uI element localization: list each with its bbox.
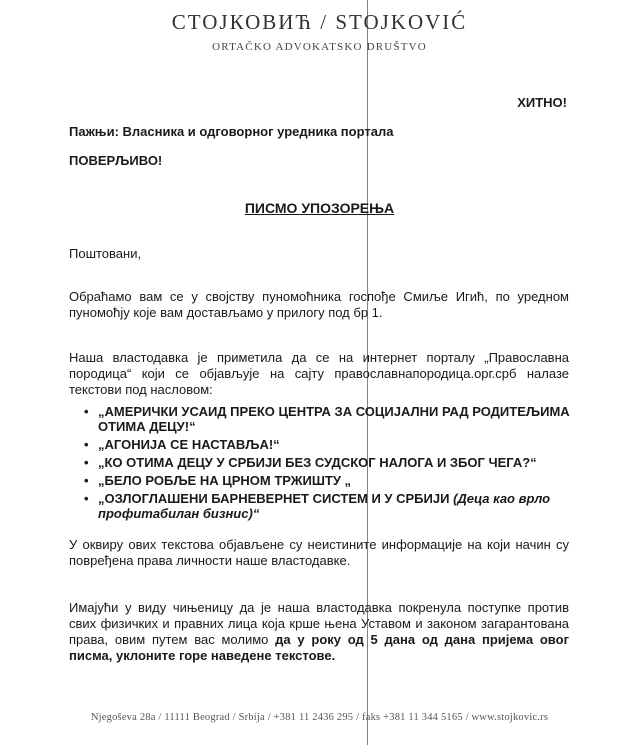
paragraph-4	[69, 600, 569, 664]
attention-line: Пажњи: Власника и одговорног уредника портала	[69, 124, 394, 139]
article-title: „АМЕРИЧКИ УСАИД ПРЕКО ЦЕНТРА ЗА СОЦИЈАЛНИ РАД РОДИТЕЉИМА ОТИМА ДЕЦУ!“	[98, 404, 570, 434]
greeting: Поштовани,	[69, 246, 142, 261]
firm-subtitle: ORTAČKO ADVOKATSKO DRUŠTVO	[212, 41, 427, 53]
list-item	[84, 473, 570, 488]
paragraph-3: У оквиру ових текстова објављене су неистините информације на који начин су повређена права личности наше властодавке.	[69, 537, 569, 568]
bullet-icon: •	[84, 473, 89, 488]
paragraph-2: Наша властодавка је приметила да се на интернет порталу „Православна породица“ који се објављује на сајту православнапородица.орг.срб налазе текстови под насловом:	[69, 350, 569, 397]
footer-contact: Njegoševa 28a / 11111 Beograd / Srbija / +381 11 2436 295 / faks +381 11 344 5165 / www.stojkovic.rs	[90, 712, 549, 723]
list-item	[84, 404, 570, 434]
bullet-icon: •	[84, 404, 89, 419]
bullet-icon: •	[84, 491, 89, 506]
bullet-icon: •	[84, 455, 89, 470]
article-title: „БЕЛО РОБЉЕ НА ЦРНОМ ТРЖИШТУ „	[98, 473, 352, 488]
paragraph-4-demand: да у року од 5 дана од дана пријема овог писма, уклоните горе наведене текстове.	[69, 632, 569, 663]
paragraph-1: Обраћамо вам се у својству пуномоћника госпође Смиље Игић, по уредном пуномоћју које вам достављамо у прилогу под бр 1.	[69, 289, 569, 320]
confidential-label: ПОВЕРЉИВО!	[69, 153, 163, 168]
paragraph-4-text: Имајући у виду чињеницу да је наша властодавка покренула поступке против свих физичких и правних лица која крше њена Уставом и законом загарантована права, овим путем вас молимо	[69, 600, 569, 647]
article-title-italic: (Деца као врло профитабилан бизнис)“	[98, 491, 551, 521]
firm-name: СТОЈКОВИЋ / STOJKOVIĆ	[171, 10, 468, 34]
article-title: „ОЗЛОГЛАШЕНИ БАРНЕВЕРНЕТ СИСТЕМ И У СРБИЈИ	[98, 491, 450, 506]
document-title: ПИСМО УПОЗОРЕЊА	[244, 200, 395, 216]
bullet-icon: •	[84, 437, 89, 452]
list-item	[84, 437, 570, 452]
article-title-list	[84, 404, 570, 524]
list-item	[84, 455, 570, 470]
article-title: „АГОНИЈА СЕ НАСТАВЉА!“	[98, 437, 280, 452]
urgent-label: ХИТНО!	[517, 95, 567, 110]
list-item	[84, 491, 570, 521]
article-title: „КО ОТИМА ДЕЦУ У СРБИЈИ БЕЗ СУДСКОГ НАЛОГА И ЗБОГ ЧЕГА?“	[98, 455, 537, 470]
